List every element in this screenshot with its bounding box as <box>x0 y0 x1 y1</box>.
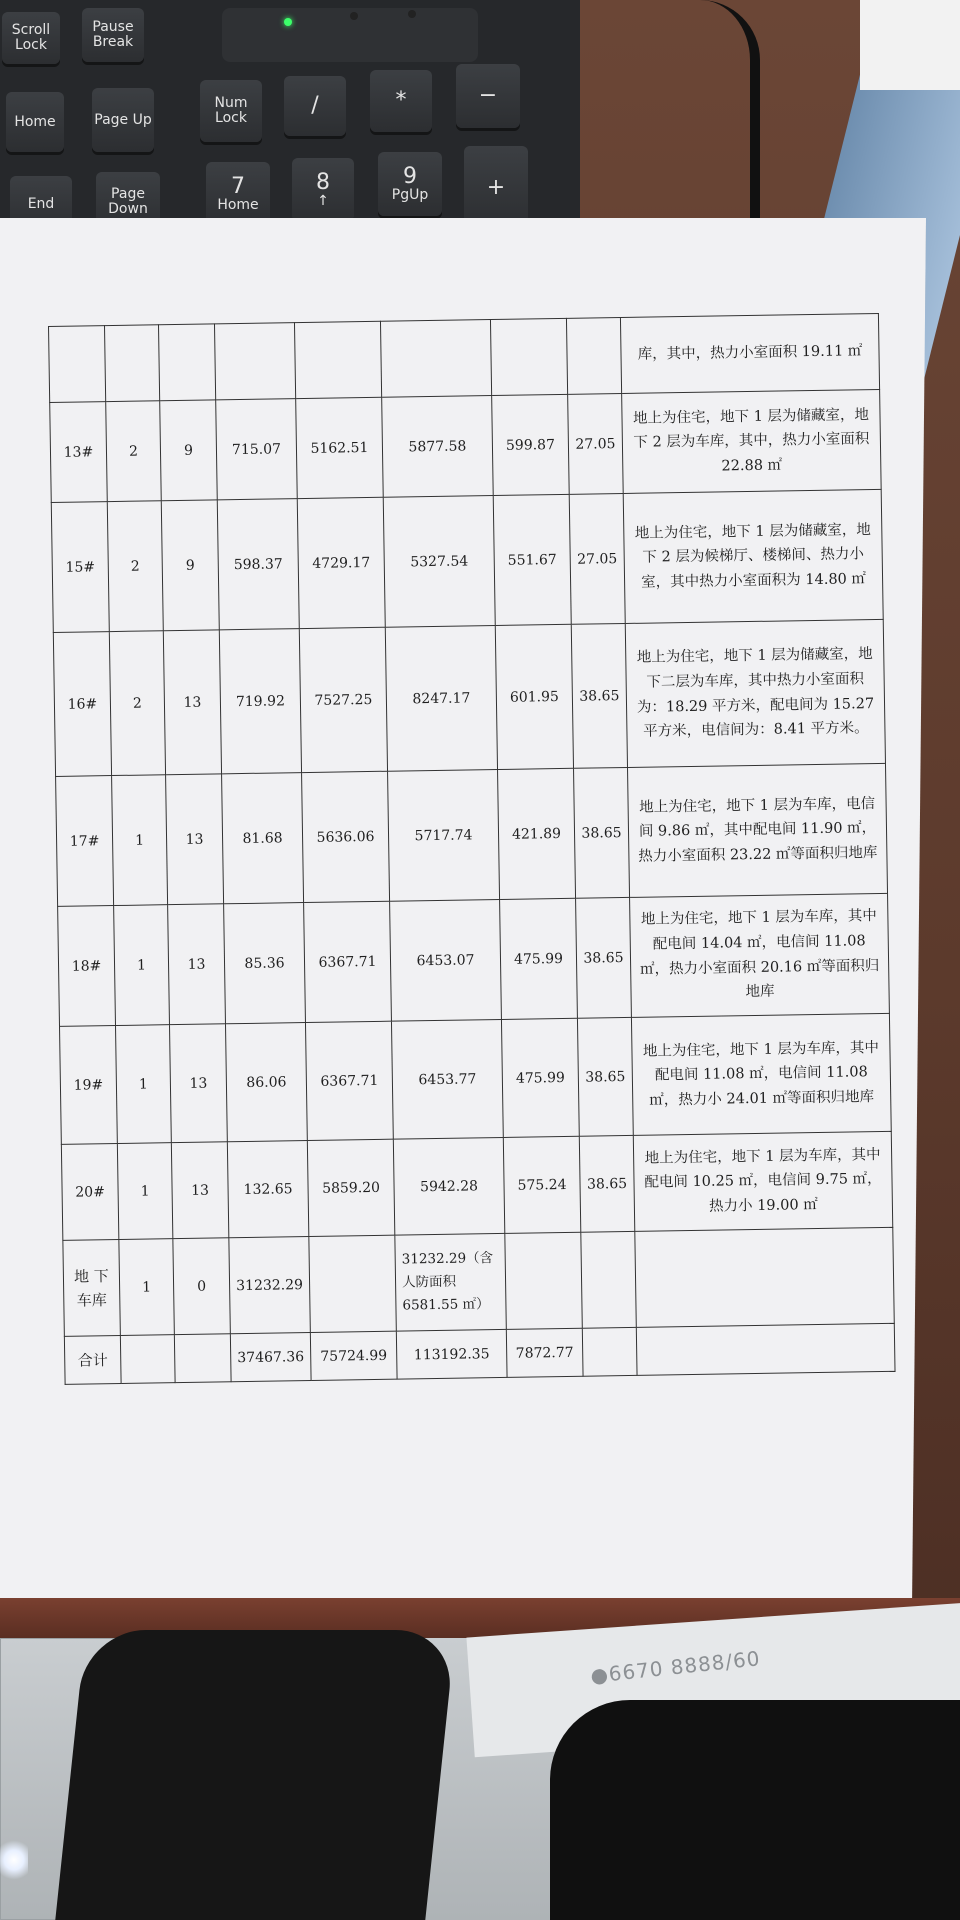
cell-col8: 38.65 <box>571 623 627 768</box>
cell-col3: 13 <box>166 774 224 905</box>
numpad-7-key[interactable] <box>206 162 270 226</box>
cell-col5 <box>309 1235 396 1332</box>
table-row <box>61 1131 892 1240</box>
cell-building: 15# <box>51 502 109 633</box>
cell-col6: 5327.54 <box>383 496 495 628</box>
white-sheet <box>860 0 960 90</box>
cell-building: 17# <box>56 776 114 907</box>
cell-col2: 1 <box>114 905 170 1026</box>
cell-building <box>49 326 106 403</box>
key-label: Page Up <box>94 111 152 128</box>
cell-col5: 5636.06 <box>302 771 390 902</box>
caps-lock-led <box>350 12 358 20</box>
cell-col4: 719.92 <box>219 629 301 774</box>
cell-col4: 598.37 <box>217 499 299 630</box>
numpad-plus-key[interactable] <box>464 146 528 230</box>
numpad-8-key[interactable] <box>292 158 354 222</box>
key-label: / <box>311 93 319 119</box>
cell-building: 合计 <box>64 1335 121 1384</box>
box-label: ●6670 8888/60 <box>589 1646 762 1688</box>
cell-note <box>636 1323 895 1375</box>
cell-col2: 2 <box>109 631 165 776</box>
key-label: Num Lock <box>214 95 248 126</box>
cell-col5: 4729.17 <box>297 497 385 628</box>
cell-note: 地上为住宅，地下 1 层为储藏室，地下 2 层为车库，其中，热力小室面积 22.88 ㎡ <box>622 389 882 493</box>
cell-col4: 81.68 <box>222 773 304 904</box>
key-label: Scroll Lock <box>11 22 51 53</box>
cell-note: 地上为住宅，地下 1 层为车库，其中配电间 11.08 ㎡，电信间 11.08 ㎡，热力小 24.01 ㎡等面积归地库 <box>631 1013 891 1135</box>
cell-col2: 1 <box>119 1239 175 1336</box>
table-row <box>63 1227 894 1336</box>
table-row <box>56 763 888 906</box>
pause-break-key[interactable] <box>82 8 144 62</box>
cell-note: 地上为住宅，地下 1 层为储藏室，地下 2 层为候梯厅、楼梯间、热力小室，其中热力小室面积为 14.80 ㎡ <box>623 489 883 623</box>
page-up-key[interactable] <box>92 88 154 152</box>
cell-col8 <box>581 1231 637 1328</box>
slash-key[interactable] <box>284 76 346 136</box>
cell-col3: 13 <box>169 1024 227 1143</box>
scroll-lock-led <box>408 10 416 18</box>
table-row <box>51 489 883 632</box>
cell-col6: 5877.58 <box>382 396 494 498</box>
cell-col3 <box>174 1334 231 1383</box>
cell-col4: 86.06 <box>225 1023 307 1142</box>
key-label: Page Down <box>108 186 148 217</box>
cell-note: 地上为住宅，地下 1 层为储藏室，地下二层为车库，其中热力小室面积为：18.29 平方米，配电间为 15.27 平方米，电信间为：8.41 平方米。 <box>625 619 885 767</box>
cell-building: 18# <box>58 906 116 1027</box>
cell-building: 16# <box>53 632 111 777</box>
cell-col4: 31232.29 <box>229 1237 310 1334</box>
cell-col8: 38.65 <box>574 767 630 898</box>
cell-col8 <box>582 1327 637 1376</box>
cell-col6: 31232.29（含人防面积 6581.55 ㎡） <box>395 1233 506 1331</box>
key-label: − <box>478 83 498 109</box>
key-label: Pause Break <box>92 19 134 50</box>
key-label: 8 <box>316 170 330 196</box>
home-key[interactable] <box>6 92 64 152</box>
cell-col7 <box>490 318 567 395</box>
key-label: End <box>27 195 55 212</box>
key-label: + <box>486 175 506 201</box>
key-label: 9 <box>403 164 417 190</box>
cell-col5: 75724.99 <box>310 1331 397 1380</box>
cell-col2 <box>120 1335 175 1384</box>
black-cable <box>690 0 760 220</box>
cell-col6: 6453.77 <box>391 1019 503 1139</box>
key-sublabel: ↑ <box>317 193 329 210</box>
cell-col6: 6453.07 <box>390 899 502 1021</box>
cell-col7 <box>505 1232 582 1329</box>
cell-col5: 7527.25 <box>299 627 387 772</box>
minus-key[interactable] <box>456 64 520 128</box>
key-label: 7 <box>231 174 245 200</box>
cell-note <box>635 1227 894 1327</box>
cell-col7: 7872.77 <box>506 1328 583 1377</box>
cell-col3: 9 <box>160 400 218 501</box>
cell-col3: 0 <box>173 1238 231 1335</box>
cell-col5: 6367.71 <box>304 901 392 1022</box>
cell-col2: 1 <box>112 775 168 906</box>
cell-col4: 132.65 <box>227 1141 308 1238</box>
cell-building: 19# <box>60 1026 118 1145</box>
area-table <box>48 313 896 1385</box>
cell-col7: 421.89 <box>498 768 576 899</box>
cell-note: 地上为住宅，地下 1 层为车库，其中配电间 10.25 ㎡，电信间 9.75 ㎡，热力小 19.00 ㎡ <box>633 1131 892 1231</box>
left-leg <box>54 1630 456 1920</box>
table-row <box>49 313 880 402</box>
cell-col7: 551.67 <box>493 494 571 625</box>
table-row <box>50 389 881 502</box>
cell-col2: 1 <box>115 1025 171 1144</box>
cell-col8: 38.65 <box>576 897 632 1018</box>
num-lock-led <box>284 18 292 26</box>
cell-col5: 6367.71 <box>305 1021 393 1140</box>
cell-col2: 2 <box>107 501 163 632</box>
asterisk-key[interactable] <box>370 70 432 132</box>
cell-note: 地上为住宅，地下 1 层为车库，电信间 9.86 ㎡，其中配电间 11.90 ㎡，热力小室面积 23.22 ㎡等面积归地库 <box>628 763 888 897</box>
right-leg <box>550 1700 960 1920</box>
scroll-lock-key[interactable] <box>2 12 60 64</box>
keyboard <box>0 0 580 235</box>
key-sublabel: PgUp <box>391 187 429 204</box>
cell-col8: 27.05 <box>569 493 625 624</box>
num-lock-key[interactable] <box>200 80 262 142</box>
cell-note: 地上为住宅，地下 1 层为车库，其中配电间 14.04 ㎡，电信间 11.08 ㎡，热力小室面积 20.16 ㎡等面积归地库 <box>630 893 890 1017</box>
cell-col7: 601.95 <box>495 624 573 769</box>
cell-col4: 715.07 <box>216 399 298 500</box>
cell-col4: 85.36 <box>224 903 306 1024</box>
numpad-9-key[interactable] <box>378 152 442 216</box>
key-label: * <box>395 88 407 114</box>
table-body <box>49 313 896 1384</box>
cell-col2: 2 <box>106 401 162 502</box>
cell-col7: 475.99 <box>500 898 578 1019</box>
cell-col7: 475.99 <box>501 1018 579 1137</box>
cell-col5: 5162.51 <box>296 397 384 498</box>
cell-col6: 5717.74 <box>388 769 500 901</box>
table-row <box>58 893 890 1026</box>
cell-col4 <box>214 323 295 400</box>
cell-col7: 599.87 <box>492 394 570 495</box>
cell-col2: 1 <box>117 1143 173 1240</box>
cell-col8: 38.65 <box>577 1017 633 1136</box>
cell-col3: 13 <box>168 904 226 1025</box>
table-row <box>53 619 885 776</box>
key-label: Home <box>14 113 56 130</box>
cell-col6: 113192.35 <box>396 1329 507 1379</box>
cell-col5: 5859.20 <box>307 1139 394 1236</box>
cell-col8: 27.05 <box>568 393 624 494</box>
cell-note: 库，其中，热力小室面积 19.11 ㎡ <box>620 313 879 393</box>
cell-building: 地 下 车库 <box>63 1239 121 1336</box>
table-row <box>60 1013 892 1144</box>
cell-col5 <box>294 321 381 398</box>
key-sublabel: Home <box>217 197 259 214</box>
cell-col4: 37467.36 <box>230 1333 311 1382</box>
cell-building: 20# <box>61 1144 119 1241</box>
led-panel <box>222 8 478 62</box>
cell-col3: 9 <box>161 500 219 631</box>
cell-col3 <box>158 324 215 401</box>
cell-col3: 13 <box>171 1142 229 1239</box>
cell-col3: 13 <box>163 630 221 775</box>
cell-col6 <box>380 320 491 398</box>
cell-col8: 38.65 <box>579 1135 635 1232</box>
cell-col2 <box>105 325 160 402</box>
cell-col6: 8247.17 <box>385 626 497 772</box>
light-reflection <box>0 1840 28 1880</box>
area-table-wrapper <box>48 313 895 1385</box>
cell-col8 <box>566 318 621 395</box>
cell-col6: 5942.28 <box>393 1137 504 1235</box>
cell-col7: 575.24 <box>503 1136 580 1233</box>
cell-building: 13# <box>50 402 108 503</box>
